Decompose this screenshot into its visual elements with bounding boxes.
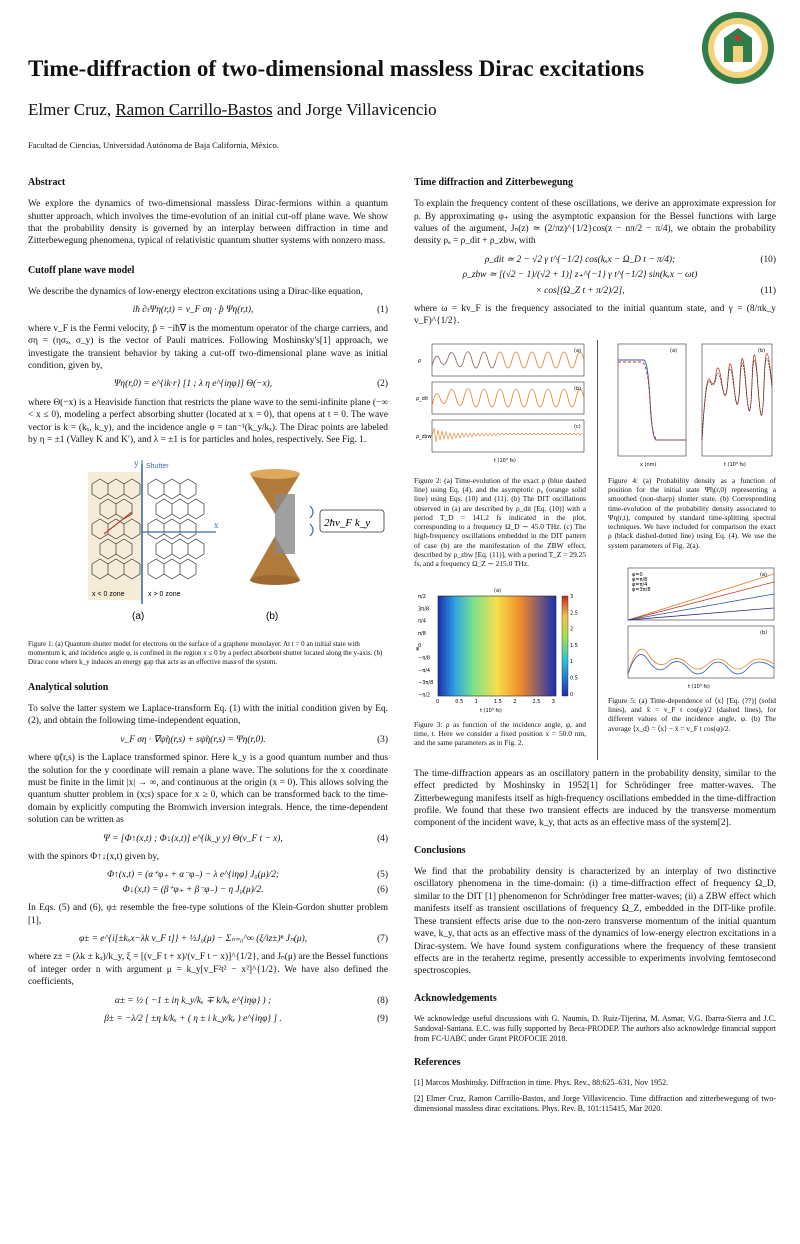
analytical-p5: where z± = (λk ± kₓ)/k_y, ξ = [(v_F t + x)/(v_F t − x)]^{1/2}, and Jₙ(μ) are the Bessel functions of integer order n with argument μ = k_y[v_F²t² − x²]^{1/2}. We have also defined the coefficients, <box>28 952 388 988</box>
figures-area <box>414 334 776 762</box>
fig3-xtick: 1 <box>474 698 478 705</box>
fig2-xlabel: t (10³ fs) <box>494 457 516 464</box>
fig3-ytick: −π/2 <box>418 692 431 699</box>
fig3-xtick: 2.5 <box>532 698 541 705</box>
fig2-ylabel-a: ρ <box>418 357 422 364</box>
shutter-label: Shutter <box>146 463 169 471</box>
equation-7: φ± = e^{i[±kₓx−λk v_F t]} + ½J₀(μ) − Σₙ₌₀^∞ (ξ/iz±)ⁿ Jₙ(μ), (7) <box>78 934 388 944</box>
fig4-label-a: (a) <box>670 347 677 354</box>
fig4-panel-a <box>618 344 686 468</box>
fig5-label-b: (b) <box>760 629 768 636</box>
figure-2-plots <box>414 340 589 466</box>
fig5-legend-item: φ=π/4 <box>632 581 648 588</box>
analytical-p4: In Eqs. (5) and (6), φ± resemble the free-type solutions of the Klein-Gordon shutter problem [1], <box>28 903 388 926</box>
analytical-p2: where ψ̃(r,s) is the Laplace transformed spinor. Here k_y is a good quantum number and thus the solution for the y coordinate will remain a plane wave. The solutions for the x coordinate must be finite in the limit |x| → ∞, and continuous at the origin (x = 0). This allows solving the quantum shutter problem in (x;s) space for x ≥ 0, which can be transformed back to the time-domain by explicitly computing the Bromwich inversion integrals. Hence, the time-dependent solution can be written as <box>28 753 388 826</box>
equation-3: v_F ση · ∇ψ̃η(r,s) + sψ̃η(r,s) = Ψη(r,0). (3) <box>120 734 388 745</box>
fig2-panel-c <box>416 420 584 452</box>
abstract-text: We explore the dynamics of two-dimensional massless Dirac-fermions within a quantum shutter approach, which involves the time-evolution of an initial cut-off plane wave. We show that the probability density is governed by an interplay between diffraction in time and Zitterbewegung phenomena, typical of relativistic quantum shutter systems with nonzero mass. <box>28 199 388 247</box>
cutoff-heading: Cutoff plane wave model <box>28 264 135 276</box>
fig5-legend-item: φ=π/8 <box>632 576 648 583</box>
fig3-panel-label: (a) <box>494 587 501 594</box>
fig2-ylabel-b: ρ_dit <box>416 395 429 402</box>
fig2-panel-a <box>418 344 584 376</box>
right-column <box>414 176 776 1120</box>
equation-11b: × cos[(Ω_Z t + π/2)/2], (11) <box>535 285 776 296</box>
figure-4-plots <box>608 340 776 470</box>
figure-4-caption: Figure 4: (a) Probability density as a function of position for the initial state Ψ̃η(r,0) representing a smoothed (non-sharp) shutter state. (b) Corresponding time-evolution of the probability density associated to Ψη(r,t), computed by standard time-splitting spectral techniques. We have included for comparison the exact ρ (black dashed-dotted line) using Eq. (4). We use the system parameters of Fig. 2(a). <box>608 475 776 550</box>
fig3-xtick: 3 <box>551 698 555 705</box>
cutoff-p2: where v_F is the Fermi velocity, p̂ = −iħ∇ is the momentum operator of the charge carriers, and ση = (ησₓ, σ_y) is the vector of Pauli matrices. Following Moshinsky's[1] approach, we investigate the transient behavior by taking a cut-off two-dimensional plane wave as initial condition, given by, <box>28 323 388 372</box>
fig4-xlabel-a: x (nm) <box>640 461 657 468</box>
fig2-label-a: (a) <box>574 347 581 354</box>
fig3-xtick: 2 <box>513 698 517 705</box>
panel-a-label: (a) <box>132 611 145 623</box>
fig2-label-b: (b) <box>574 385 582 392</box>
equation-6: Φ↓(x,t) = (β⁺φ₊ + β⁻φ₋) − η J₀(μ)/2. (6) <box>122 884 388 895</box>
fig5-panel-a <box>628 568 774 620</box>
fig3-colorbar-tick: 2 <box>570 626 574 633</box>
figure-1 <box>28 454 388 636</box>
fig3-colorbar-tick: 2.5 <box>570 610 578 617</box>
fig3-ytick: −π/8 <box>418 655 431 662</box>
figure-1-caption: Figure 1: (a) Quantum shutter model for electrons on the surface of a graphene monolayer. At t = 0 an initial state with momentum k, and incidence angle φ, is confined in the region x ≤ 0 by a perfect absorbent shutter located along the y-axis. (b) Dirac cone where k_y induces an energy gap that acts as an effective mass of the system. <box>28 640 383 666</box>
fig2-panel-b <box>416 382 584 414</box>
fig3-colorbar-tick: 0.5 <box>570 675 578 682</box>
author-3: and Jorge Villavicencio <box>272 100 437 119</box>
equation-1: iħ ∂ₜΨη(r,t) = v_F ση · p̂ Ψη(r,t), (1) <box>132 305 388 316</box>
fig3-ytick: −π/4 <box>418 667 431 674</box>
fig5-legend-item: φ=0 <box>632 571 643 578</box>
fig5-xlabel: t (10³ fs) <box>688 683 710 690</box>
fig5-label-a: (a) <box>760 571 767 578</box>
conclusions-heading: Conclusions <box>414 844 466 856</box>
author-2-presenting: Ramon Carrillo-Bastos <box>115 100 273 119</box>
fig3-ytick: −3π/8 <box>418 679 434 686</box>
conclusions-text: We find that the probability density is characterized by an interplay of two distinctive oscillatory phenomena in the time-domain: (i) a time-diffraction effect of frequency Ω_D, similar to the DIT [1] phenomenon for Schrödinger free matter-waves; (ii) a ZBW effect which manifests itself as transient oscillations of frequency Ω_Z, embedded in the DIT-like profile. These transient effects arise due to the non-zero transverse momentum of the initial quantum wave, k_y, that acts as an effective mass of the dynamics of low-energy electron excitations in a Dirac-system. We have found system configurations where the frequency of these transient effects are in the terahertz regime, presently accessible to experiments involving femtosecond spectroscopies. <box>414 867 776 977</box>
fig3-ytick: π/8 <box>418 630 426 637</box>
fig3-colorbar-tick: 3 <box>570 593 574 600</box>
fig5-panel-b <box>628 626 774 678</box>
reference-1: [1] Marcos Moshinsky. Diffraction in time. Phys. Rev., 88:625–631, Nov 1952. <box>414 1078 669 1088</box>
fig3-ylabel: φ <box>416 645 420 652</box>
tdz-heading: Time diffraction and Zitterbewegung <box>414 177 573 188</box>
fig5-legend-item: φ=3π/8 <box>632 586 651 593</box>
equation-8: α± = ½ ( −1 ± iη k_y/kₓ ∓ k/kₓ e^{iηφ} ) ; (8) <box>114 995 388 1006</box>
paper-title: Time-diffraction of two-dimensional massless Dirac excitations <box>28 56 645 81</box>
equation-9: β± = −λ/2 [ ±η k/kₓ + ( η ± i k_y/kₓ ) e^{iηφ} ] . (9) <box>104 1014 388 1025</box>
analytical-p1: To solve the latter system we Laplace-transform Eq. (1) with the initial condition given by Eq. (2), and obtain the following time-independent equation, <box>28 703 388 727</box>
fig3-colorbar-tick: 0 <box>570 691 574 698</box>
affiliation: Facultad de Ciencias, Universidad Autónoma de Baja California, México. <box>28 140 279 150</box>
equation-4: Ψ = [Φ↑(x,t) ; Φ↓(x,t)] e^{ik_y y} Θ(v_F t − x), (4) <box>103 833 388 844</box>
fig3-ytick: π/4 <box>418 618 426 625</box>
reference-2: [2] Elmer Cruz, Ramon Carrillo-Bastos, and Jorge Villavicencio. Time diffraction and zitterbewegung of two-dimensional massless dirac excitations. Phys. Rev. B, 101:115415, Mar 2020. <box>414 1094 776 1114</box>
fig3-colorbar-tick: 1 <box>570 659 574 666</box>
analytical-p3: with the spinors Φ↑↓(x,t) given by, <box>28 851 159 862</box>
fig2-label-c: (c) <box>574 423 581 430</box>
fig3-heatmap-area <box>438 596 556 696</box>
ack-heading: Acknowledgements <box>414 992 497 1004</box>
column-divider <box>597 340 598 760</box>
y-axis-label: y <box>134 458 139 469</box>
fig3-xlabel: t (10³ fs) <box>480 707 502 714</box>
fig4-label-b: (b) <box>758 347 766 354</box>
dirac-cone <box>250 469 300 585</box>
equation-2: Ψη(r,0) = e^{ik·r} [1 ; λ η e^{iηφ}] Θ(−x), (2) <box>113 379 388 390</box>
ack-text: We acknowledge useful discussions with G. Naumis, D. Ruiz-Tijerina, M. Asmar, V.G. Ibarra-Sierra and J.C. Sandoval-Santana. E.C. was fully supported by Beca-PRODEP. The authors also acknowledge financial support from FC-UABC under Grant PROFOCIE 2018. <box>414 1013 776 1043</box>
right-zone-label: x > 0 zone <box>148 591 181 599</box>
discussion-text: The time-diffraction appears as an oscillatory pattern in the probability density, similar to the effect predicted by Moshinsky in 1952[1] for Schrödinger free matter-waves. The Zitterbewegung manifests itself as high-frequency oscillations embedded in the time-diffraction profile. We found that these two transient effects are induced by the transverse momentum component of the incident wave, k_y, that acts as an effective mass of the system[2]. <box>414 768 776 829</box>
x-axis-label: x <box>214 520 219 531</box>
panel-b-label: (b) <box>266 611 279 623</box>
fig3-xtick: 0.5 <box>455 698 464 705</box>
abstract-heading: Abstract <box>28 177 66 188</box>
fig4-panel-b <box>702 344 772 468</box>
left-column <box>28 176 388 1031</box>
university-seal-logo <box>700 8 776 90</box>
fig3-xtick: 0 <box>436 698 440 705</box>
cutoff-p3: where Θ(−x) is a Heaviside function that restricts the plane wave to the semi-infinite plane (−∞ < x ≤ 0), modeling a perfect absorbing shutter (located at x = 0), that opens at t = 0. The wave vector is k = (kₓ, k_y), and the incidence angle φ = tan⁻¹(k_y/kₓ). The Dirac points are labeled by η = ±1 (Valley K and K′), and λ = ±1 is for particles and holes, respectively. See Fig. 1. <box>28 397 388 446</box>
fig2-ylabel-c: ρ_zbw <box>416 433 432 440</box>
equation-11a: ρ_zbw ≃ [(√2 − 1)/(√2 + 1)] z₊^{−1} γ t^{−1/2} sin(kₓx − ωt) <box>462 270 698 281</box>
fig3-ytick: 0 <box>418 643 422 650</box>
refs-heading: References <box>414 1056 461 1068</box>
tdz-p1: To explain the frequency content of these oscillations, we derive an approximate expression for ρ. By approximating φ₊ using the asymptotic expansion for the Bessel functions with large values of the argument, Jₙ(z) ≃ (2/πz)^{1/2}cos(z − nπ/2 − π/4), we obtain the probability density ρₐ = ρ_dit + ρ_zbw, with <box>414 199 776 247</box>
left-zone-label: x < 0 zone <box>92 591 125 599</box>
figure-5-plots <box>618 564 778 694</box>
figure-3-heatmap <box>414 586 592 716</box>
fig3-ytick: 3π/8 <box>418 606 430 613</box>
fig3-ytick: π/2 <box>418 593 426 600</box>
figure-2-caption: Figure 2: (a) Time-evolution of the exact ρ (blue dashed line) using Eq. (4), and the asymptotic ρ₀ (orange solid line) using Eqs. (10) and (11). (b) The DIT oscillations observed in (a) are described by ρ_dit [Eq. (10)] with a period T_D = 141.2 fs indicated in the plot, corresponding to a frequency Ω_D ∼ 45.0 THz. (c) The high-frequency oscillations embedded in the DIT pattern of case (b) are the manifestation of the ZBW effect, described by ρ_zbw [Eq. (11)], with a period T_Z = 29.25 fs, and a frequency Ω_Z ∼ 215.0 THz. <box>414 475 586 569</box>
fig3-xtick: 1.5 <box>493 698 502 705</box>
figure-5-caption: Figure 5: (a) Time-dependence of ⟨x⟩ [Eq. (??)] (solid lines), and x̄ = v_F t cos(φ)/2 (dashed lines), for different values of the incidence angle, φ. (b) The average ⟨x_d⟩ = ⟨x⟩ − x̄ = v_F t cos(φ)/2. <box>608 695 776 733</box>
cutoff-p1: We describe the dynamics of low-energy electron excitations using a Dirac-like equation, <box>28 287 363 297</box>
author-list <box>28 100 437 120</box>
equation-5: Φ↑(x,t) = (α⁺φ₊ + α⁻φ₋) − λ e^{iηφ} J₀(μ)/2; (5) <box>106 870 388 881</box>
analytical-heading: Analytical solution <box>28 681 109 693</box>
tdz-p2: where ω = kv_F is the frequency associated to the initial quantum state, and γ = (8/πk_y v_F)^{1/2}. <box>414 304 776 327</box>
fig4-xlabel-b: t (10³ fs) <box>724 461 746 468</box>
gap-label: 2ħv_F k_y <box>324 517 371 530</box>
equation-10: ρ_dit ≃ 2 − √2 γ t^{−1/2} cos(kₓx − Ω_D t − π/4); (10) <box>484 254 776 265</box>
figure-1-graphic <box>28 454 388 636</box>
figure-3-caption: Figure 3: ρ as function of the incidence angle, φ, and time, t. Here we consider a fixed position x = 50.0 nm, and the same parameters as in Fig. 2. <box>414 719 586 748</box>
fig3-colorbar-tick: 1.5 <box>570 642 578 649</box>
author-1: Elmer Cruz, <box>28 100 116 119</box>
fig3-colorbar <box>562 596 568 696</box>
